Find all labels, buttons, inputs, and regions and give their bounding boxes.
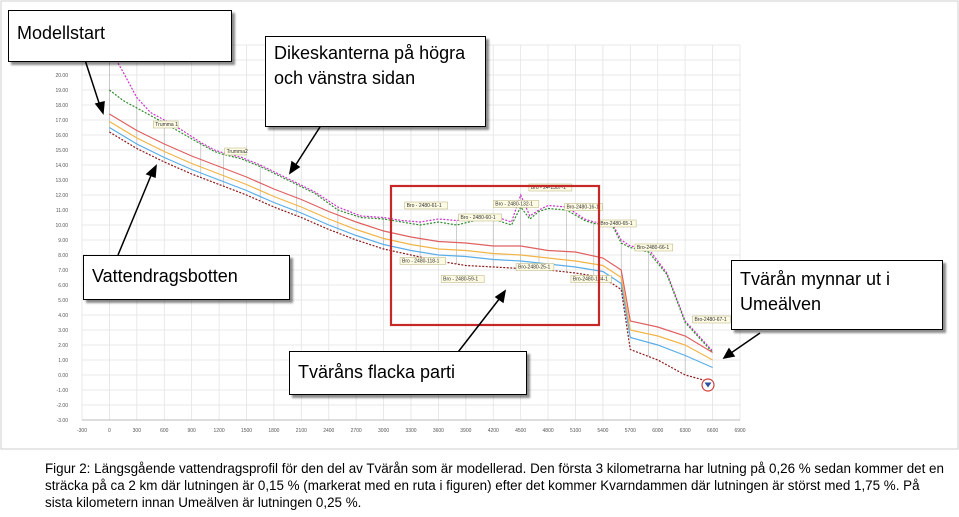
structure-label-text: Bro-2480-134-1 — [572, 276, 608, 283]
x-tick-label: 1200 — [213, 428, 225, 434]
structure-label-text: Bro-2480-16-1 — [566, 204, 599, 211]
x-tick-label: 5400 — [597, 428, 609, 434]
y-tick-label: 9.00 — [58, 238, 68, 244]
x-tick-label: 0 — [108, 428, 111, 434]
y-tick-label: 5.00 — [58, 298, 68, 304]
y-tick-label: -3.00 — [56, 418, 68, 424]
structure-label-text: Bro-2480-65-1 — [600, 221, 633, 227]
x-tick-label: 4200 — [487, 428, 499, 434]
structure-label — [153, 121, 178, 128]
structure-label — [692, 316, 730, 323]
structure-label — [565, 204, 603, 211]
x-tick-label: 2400 — [323, 428, 335, 434]
structure-label — [225, 148, 248, 155]
y-tick-label: 3.00 — [58, 328, 68, 334]
structure-label — [459, 214, 502, 221]
y-tick-label: 8.00 — [58, 253, 68, 259]
y-tick-label: 10.00 — [55, 223, 68, 229]
x-tick-label: 4500 — [515, 428, 527, 434]
structure-label-text: Bro - 2480-132-1 — [495, 201, 534, 208]
x-tick-label: 300 — [132, 428, 142, 434]
y-tick-label: 17.00 — [55, 118, 68, 124]
y-tick-label: 15.00 — [55, 148, 68, 154]
y-tick-label: 4.00 — [58, 313, 68, 319]
structure-label — [571, 276, 611, 283]
y-tick-label: 14.00 — [55, 163, 68, 169]
x-tick-label: 6900 — [734, 428, 746, 434]
y-tick-label: 19.00 — [55, 88, 68, 94]
x-tick-label: 600 — [160, 428, 169, 434]
x-tick-label: 3900 — [460, 428, 472, 434]
x-tick-label: 3300 — [405, 428, 417, 434]
x-tick-label: 5700 — [624, 428, 636, 434]
y-tick-label: 18.00 — [55, 103, 68, 109]
x-tick-label: 2700 — [350, 428, 362, 434]
x-tick-label: 6000 — [652, 428, 664, 434]
callout-mynnar: Tvärån mynnar ut i Umeälven — [731, 260, 943, 330]
y-tick-label: -1.00 — [56, 388, 68, 394]
y-tick-label: 13.00 — [55, 178, 68, 184]
y-tick-label: 1.00 — [58, 358, 68, 364]
x-tick-label: 900 — [187, 428, 196, 434]
x-tick-label: 1800 — [268, 428, 280, 434]
structure-label — [441, 276, 484, 283]
y-tick-label: -2.00 — [56, 403, 68, 409]
structure-label — [635, 244, 673, 251]
y-tick-label: 11.00 — [55, 208, 68, 214]
x-tick-label: 2100 — [295, 428, 307, 434]
y-tick-label: 20.00 — [55, 73, 68, 79]
x-tick-label: 3000 — [378, 428, 390, 434]
x-tick-label: 5100 — [569, 428, 582, 434]
outlet-marker — [702, 379, 714, 391]
structure-label — [405, 202, 448, 209]
x-tick-label: 3600 — [432, 428, 444, 434]
structure-label — [516, 264, 554, 271]
x-tick-label: 1500 — [240, 428, 253, 434]
structure-label-text: Bro - 2480-60-1 — [460, 215, 496, 221]
callout-vattendragsbotten: Vattendragsbotten — [83, 255, 290, 300]
structure-label — [493, 201, 539, 208]
y-tick-label: 12.00 — [55, 193, 68, 199]
x-tick-label: 6600 — [707, 428, 719, 434]
structure-label-text: Bro - 2480-118-1 — [402, 258, 440, 265]
callout-modellstart: Modellstart — [8, 10, 232, 62]
structure-label-text: Bro-2480-25-1 — [518, 264, 551, 271]
callout-dikeskanterna: Dikeskanterna på högra och vänstra sidan — [265, 36, 486, 127]
structure-label — [598, 220, 636, 227]
x-tick-label: 6300 — [679, 428, 691, 434]
y-tick-label: 16.00 — [55, 133, 68, 139]
y-tick-label: 6.00 — [58, 283, 68, 289]
structure-label-text: Bro - 2480-61-1 — [406, 203, 442, 209]
x-tick-label: -300 — [76, 428, 88, 434]
y-tick-label: 0.00 — [58, 373, 68, 379]
x-tick-label: 4800 — [542, 428, 554, 434]
y-tick-label: 7.00 — [58, 268, 68, 274]
callout-flacka: Tväråns flacka parti — [289, 351, 527, 395]
structure-label-text: Trumma2 — [226, 149, 248, 155]
structure-label-text: Bro-2480-66-1 — [636, 245, 670, 251]
figure-caption: Figur 2: Längsgående vattendragsprofil för den del av Tvärån som är modellerad. Den första 3 kilometrarna har lutning på 0,26 % sedan kommer det en sträcka på ca 2 km där lutningen är 0,15 % (markerat med en ruta i figuren) efter det kommer Kvarndammen där lutningen är störst med 1,75 %. På sista kilometern innan Umeälven är lutningen 0,25 %. — [45, 461, 944, 510]
structure-label-text: Bro - 2480-59-1 — [443, 276, 479, 283]
structure-label-text: Bro - 24-1307-1 — [530, 185, 566, 191]
y-tick-label: 2.00 — [58, 343, 68, 349]
structure-label-text: Trumma 1 — [155, 122, 178, 128]
structure-label — [400, 258, 446, 265]
structure-label-text: Bro-2480-67-1 — [694, 317, 727, 323]
